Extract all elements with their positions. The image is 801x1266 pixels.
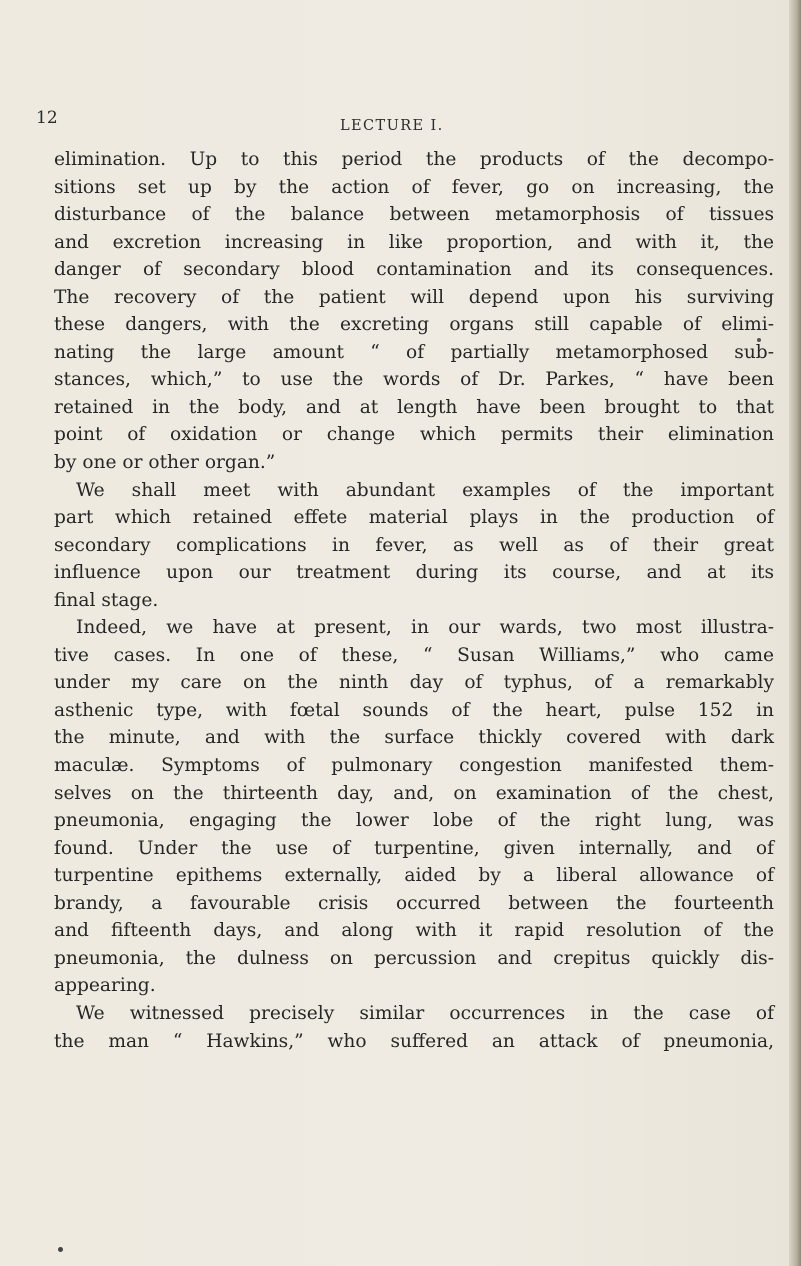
body-text xyxy=(54,146,774,1055)
text-line: and fifteenth days, and along with it rapid resolution of the xyxy=(54,920,774,942)
text-line: turpentine epithems externally, aided by a liberal allowance of xyxy=(54,865,774,887)
text-line: danger of secondary blood contamination and its consequences. xyxy=(54,259,774,281)
text-line: the man “ Hawkins,” who suffered an attack of pneumonia, xyxy=(54,1030,774,1052)
paragraph-start-line: Indeed, we have at present, in our wards, two most illustra- xyxy=(76,617,774,639)
page-edge xyxy=(789,0,801,1266)
text-line: disturbance of the balance between metamorphosis of tissues xyxy=(54,204,774,226)
text-line: influence upon our treatment during its course, and at its xyxy=(54,562,774,584)
text-line: tive cases. In one of these, “ Susan Williams,” who came xyxy=(54,644,774,666)
text-line: The recovery of the patient will depend upon his surviving xyxy=(54,286,774,308)
paragraph-start-line: We shall meet with abundant examples of the important xyxy=(76,479,774,501)
text-line: these dangers, with the excreting organs still capable of elimi- xyxy=(54,314,774,336)
text-line: brandy, a favourable crisis occurred between the fourteenth xyxy=(54,892,774,914)
text-line: sitions set up by the action of fever, go on increasing, the xyxy=(54,176,774,198)
text-line: secondary complications in fever, as well as of their great xyxy=(54,534,774,556)
text-line: part which retained effete material plays in the production of xyxy=(54,507,774,529)
text-line: and excretion increasing in like proportion, and with it, the xyxy=(54,231,774,253)
text-line: final stage. xyxy=(54,589,159,611)
running-head: LECTURE I. xyxy=(340,118,444,134)
text-line: point of oxidation or change which permits their elimination xyxy=(54,424,774,446)
text-line: asthenic type, with fœtal sounds of the heart, pulse 152 in xyxy=(54,699,774,721)
text-line: elimination. Up to this period the products of the decompo- xyxy=(54,149,774,170)
text-line: stances, which,” to use the words of Dr. Parkes, “ have been xyxy=(54,369,774,391)
text-line: maculæ. Symptoms of pulmonary congestion manifested them- xyxy=(54,755,774,777)
text-line: found. Under the use of turpentine, given internally, and of xyxy=(54,837,774,859)
page-number: 12 xyxy=(36,108,58,128)
text-line: under my care on the ninth day of typhus, of a remarkably xyxy=(54,672,774,694)
paragraph-start-line: We witnessed precisely similar occurrences in the case of xyxy=(76,1002,774,1024)
text-line: pneumonia, the dulness on percussion and crepitus quickly dis- xyxy=(54,947,774,969)
ink-mark xyxy=(58,1247,63,1252)
text-line: selves on the thirteenth day, and, on examination of the chest, xyxy=(54,782,774,804)
ink-speck xyxy=(757,338,761,342)
text-line: by one or other organ.” xyxy=(54,452,276,474)
text-line: the minute, and with the surface thickly covered with dark xyxy=(54,727,774,749)
text-line: appearing. xyxy=(54,975,156,997)
text-line: retained in the body, and at length have been brought to that xyxy=(54,396,774,418)
text-line: nating the large amount “ of partially metamorphosed sub- xyxy=(54,341,774,363)
text-line: pneumonia, engaging the lower lobe of the right lung, was xyxy=(54,810,774,832)
